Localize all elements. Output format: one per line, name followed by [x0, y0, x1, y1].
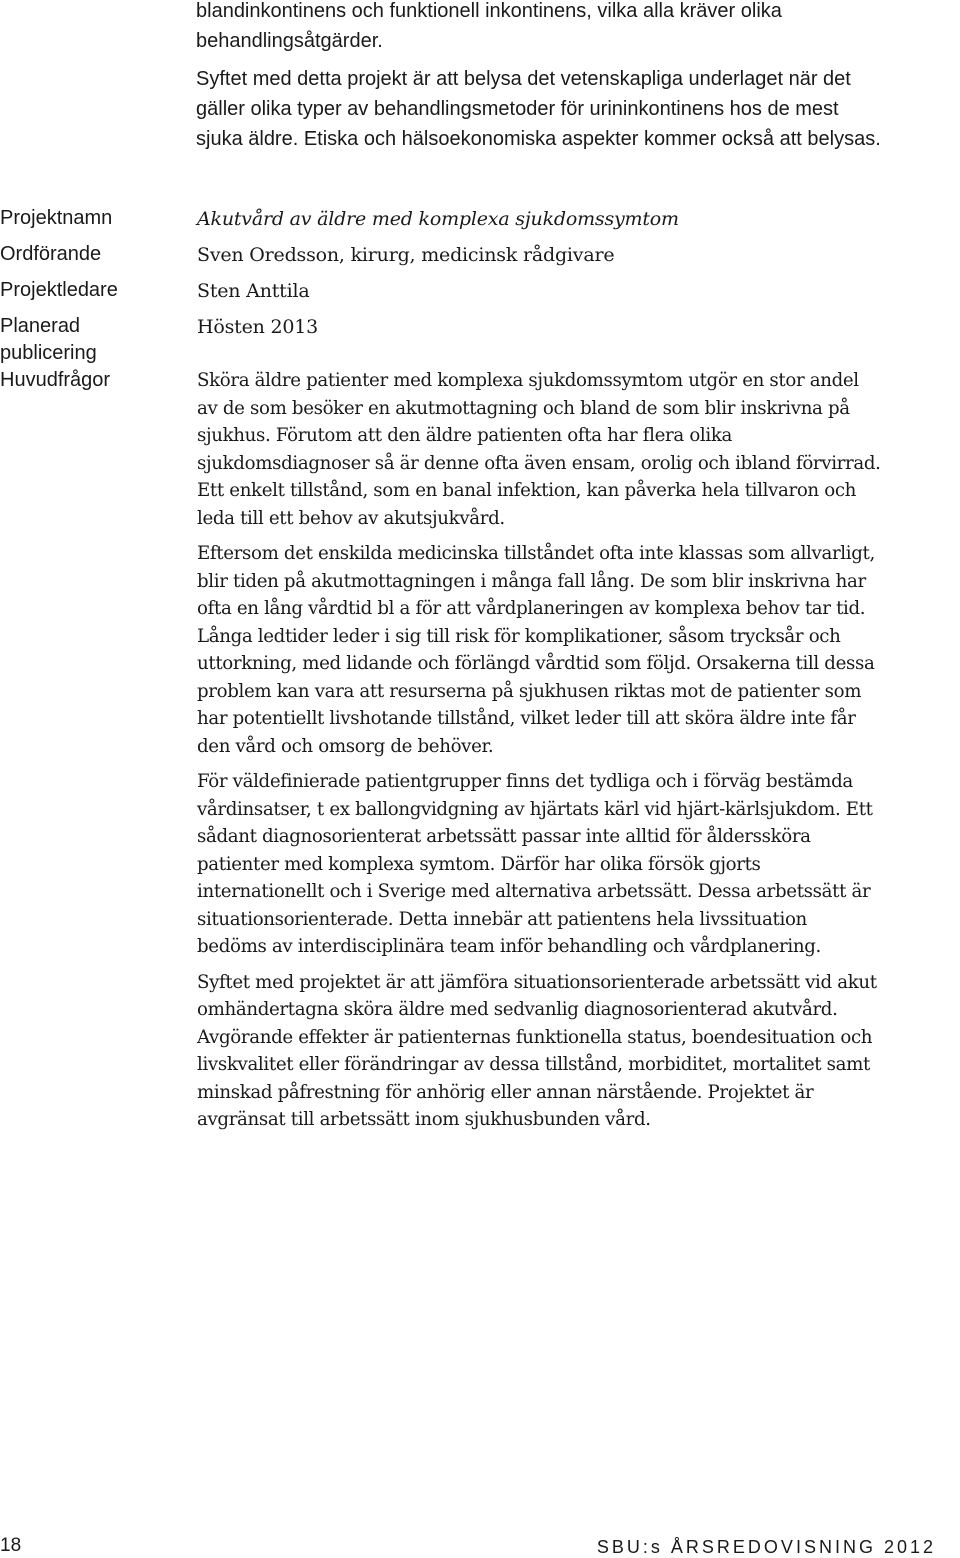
text-line: livskvalitet eller förändringar av dessa tillstånd, morbiditet, mortalitet samt [197, 1054, 871, 1075]
text-line: har potentiellt livshotande tillstånd, vilket leder till att sköra äldre inte får [197, 708, 856, 729]
text-line: Ett enkelt tillstånd, som en banal infektion, kan påverka hela tillvaron och [197, 480, 857, 501]
publication-title: SBU:s ÅRSREDOVISNING 2012 [596, 1537, 936, 1557]
text-line: sjuka äldre. Etiska och hälsoekonomiska aspekter kommer också att belysas. [196, 128, 881, 150]
text-line: Sköra äldre patienter med komplexa sjukdomssymtom utgör en stor andel [197, 370, 859, 391]
text-line: situationsorienterade. Detta innebär att patientens hela livssituation [197, 908, 807, 930]
body-paragraph-1 [197, 367, 957, 532]
text-line: blir tiden på akutmottagningen i många fall lång. De som blir inskrivna har [197, 570, 866, 592]
text-line: Långa ledtider leder i sig till risk för komplikationer, såsom trycksår och [197, 625, 841, 647]
huvudfragor-label: Huvudfrågor [0, 369, 111, 391]
text-line: behandlingsåtgärder. [196, 30, 383, 52]
ordforande-label: Ordförande [0, 243, 102, 265]
ordforande-value: Sven Oredsson, kirurg, medicinsk rådgivare [197, 244, 615, 266]
projektledare-value: Sten Anttila [197, 280, 310, 302]
projektledare-label: Projektledare [0, 279, 118, 301]
text-line: vårdinsatser, t ex ballongvidgning av hjärtats kärl vid hjärt-kärlsjukdom. Ett [197, 798, 873, 820]
text-line: blandinkontinens och funktionell inkontinens, vilka alla kräver olika [196, 0, 782, 22]
text-line: den vård och omsorg de behöver. [197, 735, 494, 757]
text-line: Syftet med detta projekt är att belysa det vetenskapliga underlaget när det [196, 68, 851, 90]
text-line: problem kan vara att resurserna på sjukhusen riktas mot de patienter som [197, 680, 862, 702]
body-paragraph-3 [197, 768, 957, 961]
text-line: sjukhus. Förutom att den äldre patienten ofta har flera olika [197, 425, 733, 446]
planerad-publicering-label-line1: Planerad [0, 315, 81, 337]
text-line: leda till ett behov av akutsjukvård. [197, 507, 505, 529]
text-line: gäller olika typer av behandlingsmetoder för urininkontinens hos de mest [196, 98, 839, 120]
intro-section [196, 0, 956, 154]
text-line: sjukdomsdiagnoser så är denne ofta även ensam, orolig och ibland förvirrad. [197, 452, 881, 474]
text-line: internationellt och i Sverige med alternativa arbetssätt. Dessa arbetssätt är [197, 881, 871, 902]
text-line: För väldefinierade patientgrupper finns det tydliga och i förväg bestämda [197, 771, 853, 792]
text-line: Syftet med projektet är att jämföra situationsorienterade arbetssätt vid akut [197, 971, 877, 993]
projektnamn-value: Akutvård av äldre med komplexa sjukdomssymtom [197, 208, 679, 230]
text-line: avgränsat till arbetssätt inom sjukhusbunden vård. [197, 1109, 651, 1130]
intro-paragraph-1 [196, 0, 956, 56]
huvudfragor-body [197, 367, 957, 1142]
text-line: patienter med komplexa symtom. Därför har olika försök gjorts [197, 853, 761, 875]
text-line: omhändertagna sköra äldre med sedvanlig diagnosorienterad akutvård. [197, 999, 838, 1020]
page-number: 18 [0, 1535, 22, 1556]
text-line: bedöms av interdisciplinära team inför behandling och vårdplanering. [197, 936, 821, 957]
text-line: Eftersom det enskilda medicinska tillståndet ofta inte klassas som allvarligt, [197, 543, 875, 564]
intro-paragraph-2 [196, 64, 956, 154]
text-line: av de som besöker en akutmottagning och bland de som blir inskrivna på [197, 397, 850, 419]
planerad-publicering-label-line2: publicering [0, 342, 97, 364]
planerad-publicering-value: Hösten 2013 [197, 316, 319, 338]
text-line: sådant diagnosorienterat arbetssätt passar inte alltid för ålderssköra [197, 826, 811, 847]
body-paragraph-2 [197, 540, 957, 760]
text-line: uttorkning, med lidande och förlängd vårdtid som följd. Orsakerna till dessa [197, 653, 875, 674]
projektnamn-label: Projektnamn [0, 207, 113, 229]
text-line: ofta en lång vårdtid bl a för att vårdplaneringen av komplexa behov tar tid. [197, 598, 866, 619]
body-paragraph-4 [197, 969, 957, 1134]
text-line: Avgörande effekter är patienternas funktionella status, boendesituation och [197, 1026, 873, 1048]
text-line: minskad påfrestning för anhörig eller annan närstående. Projektet är [197, 1081, 814, 1103]
